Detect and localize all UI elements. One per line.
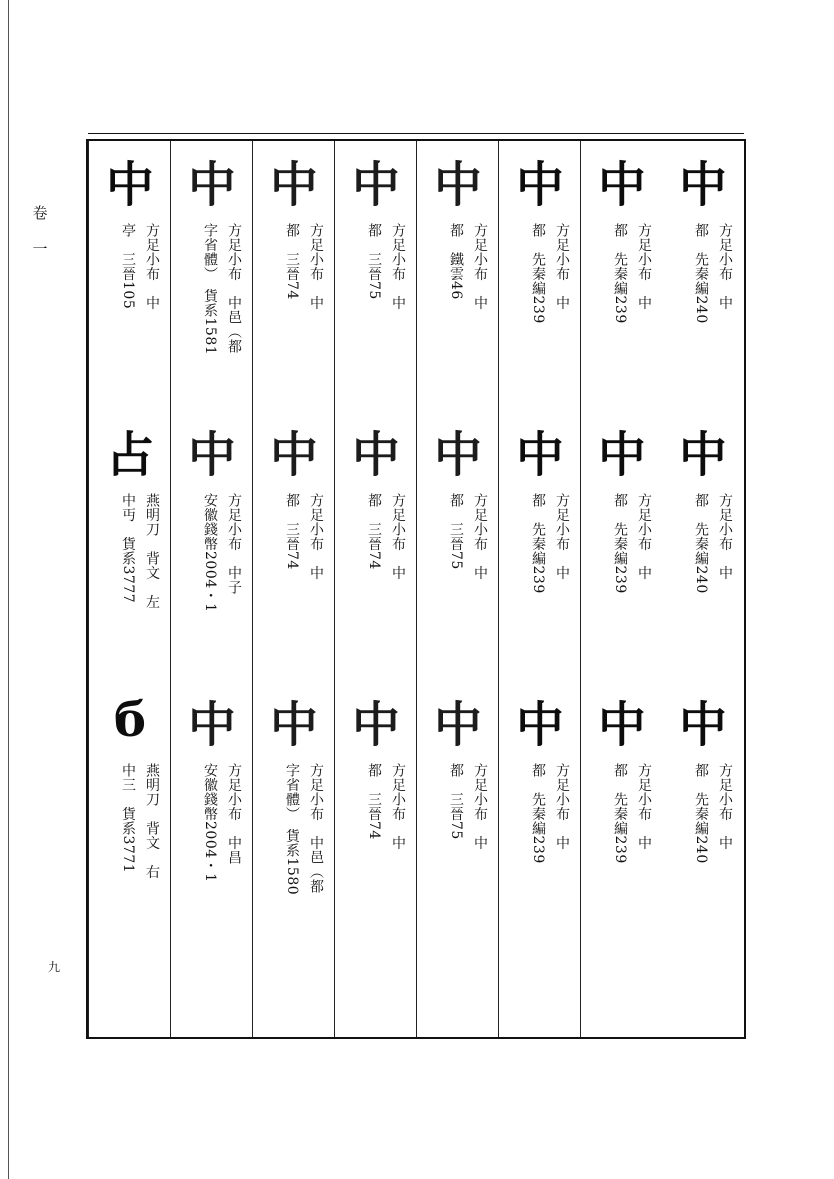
volume-number: 一 bbox=[32, 240, 48, 258]
entry-description: 方足小布 中 bbox=[390, 493, 406, 580]
entry-description: 方足小布 中 bbox=[390, 763, 406, 850]
entry-source: 都 先秦編240 bbox=[693, 223, 709, 324]
glyph-entry bbox=[89, 411, 171, 681]
entry-description: 方足小布 中 bbox=[554, 493, 570, 580]
glyph-entry bbox=[335, 141, 417, 411]
entry-source: 都 先秦編240 bbox=[693, 763, 709, 864]
glyph-rubbing: 中 bbox=[351, 156, 400, 213]
entry-source: 都 三晉74 bbox=[284, 223, 300, 300]
glyph-rubbing: 中 bbox=[187, 156, 236, 213]
entry-source: 都 先秦編239 bbox=[530, 493, 546, 594]
entry-description: 方足小布 中 bbox=[472, 763, 488, 850]
column bbox=[498, 141, 580, 1037]
entry-description: 方足小布 中 bbox=[554, 223, 570, 310]
glyph-entry bbox=[253, 141, 335, 411]
entry-description: 方足小布 中 bbox=[554, 763, 570, 850]
column bbox=[88, 141, 170, 1037]
entry-source: 都 三晉75 bbox=[448, 763, 464, 840]
entry-description: 方足小布 中子 bbox=[226, 493, 242, 595]
entry-source: 都 鐵雲46 bbox=[448, 223, 464, 300]
entry-description: 方足小布 中 bbox=[717, 493, 733, 580]
glyph-rubbing: 占 bbox=[105, 426, 154, 483]
glyph-entry bbox=[417, 681, 499, 951]
entry-source: 都 三晉75 bbox=[448, 493, 464, 570]
glyph-entry bbox=[171, 411, 253, 681]
entry-source: 都 三晉74 bbox=[366, 763, 382, 840]
volume-label: 卷 bbox=[32, 204, 48, 222]
glyph-rubbing: 中 bbox=[597, 426, 646, 483]
glyph-entry bbox=[662, 681, 744, 951]
glyph-rubbing: 中 bbox=[269, 156, 318, 213]
glyph-entry bbox=[581, 141, 663, 411]
entry-source: 字省體） 貨系1581 bbox=[202, 223, 218, 356]
entry-source: 都 三晉74 bbox=[366, 493, 382, 570]
glyph-entry bbox=[89, 681, 171, 951]
entry-description: 方足小布 中 bbox=[472, 493, 488, 580]
glyph-entry bbox=[335, 681, 417, 951]
column bbox=[170, 141, 252, 1037]
glyph-rubbing: 中 bbox=[678, 426, 727, 483]
glyph-entry bbox=[253, 681, 335, 951]
glyph-table-frame bbox=[86, 139, 746, 1039]
glyph-rubbing: 中 bbox=[105, 156, 154, 213]
glyph-entry bbox=[171, 681, 253, 951]
entry-source: 安徽錢幣2004・1 bbox=[202, 763, 218, 883]
entry-source: 都 先秦編240 bbox=[693, 493, 709, 594]
glyph-rubbing: 中 bbox=[515, 156, 564, 213]
page-edge-line bbox=[8, 0, 9, 1179]
entry-description: 方足小布 中 bbox=[308, 493, 324, 580]
glyph-rubbing: 中 bbox=[515, 696, 564, 753]
glyph-rubbing: 中 bbox=[433, 426, 482, 483]
entry-description: 方足小布 中 bbox=[636, 493, 652, 580]
column bbox=[334, 141, 416, 1037]
glyph-entry bbox=[89, 141, 171, 411]
column bbox=[416, 141, 498, 1037]
entry-source: 都 先秦編239 bbox=[612, 493, 628, 594]
glyph-rubbing: 中 bbox=[433, 696, 482, 753]
glyph-rubbing: 中 bbox=[597, 156, 646, 213]
entry-source: 亭 三晉105 bbox=[120, 223, 136, 310]
glyph-entry bbox=[662, 141, 744, 411]
glyph-entry bbox=[417, 141, 499, 411]
column bbox=[662, 141, 744, 1037]
page-number: 九 bbox=[48, 960, 61, 974]
entry-description: 方足小布 中邑（都 bbox=[308, 763, 324, 894]
entry-description: 方足小布 中邑（都 bbox=[226, 223, 242, 354]
glyph-rubbing: 中 bbox=[187, 426, 236, 483]
entry-description: 燕明刀 背文 左 bbox=[144, 493, 160, 609]
entry-description: 方足小布 中 bbox=[717, 223, 733, 310]
entry-description: 燕明刀 背文 右 bbox=[144, 763, 160, 879]
glyph-rubbing: 中 bbox=[269, 696, 318, 753]
entry-description: 方足小布 中 bbox=[636, 223, 652, 310]
glyph-rubbing: 中 bbox=[597, 696, 646, 753]
entry-description: 方足小布 中 bbox=[717, 763, 733, 850]
entry-description: 方足小布 中 bbox=[472, 223, 488, 310]
entry-source: 都 先秦編239 bbox=[612, 223, 628, 324]
entry-source: 都 先秦編239 bbox=[530, 223, 546, 324]
glyph-entry bbox=[499, 141, 581, 411]
glyph-rubbing: 中 bbox=[515, 426, 564, 483]
glyph-entry bbox=[171, 141, 253, 411]
glyph-rubbing: 中 bbox=[351, 696, 400, 753]
glyph-entry bbox=[499, 681, 581, 951]
entry-description: 方足小布 中 bbox=[144, 223, 160, 310]
glyph-entry bbox=[662, 411, 744, 681]
glyph-entry bbox=[335, 411, 417, 681]
entry-description: 方足小布 中 bbox=[308, 223, 324, 310]
entry-description: 方足小布 中 bbox=[636, 763, 652, 850]
glyph-rubbing: 中 bbox=[187, 696, 236, 753]
glyph-entry bbox=[581, 681, 663, 951]
entry-source: 中丏 貨系3777 bbox=[120, 493, 136, 604]
column bbox=[252, 141, 334, 1037]
entry-source: 都 先秦編239 bbox=[530, 763, 546, 864]
column bbox=[580, 141, 662, 1037]
glyph-rubbing: 中 bbox=[433, 156, 482, 213]
glyph-rubbing: 中 bbox=[678, 696, 727, 753]
entry-source: 都 三晉74 bbox=[284, 493, 300, 570]
glyph-rubbing: 中 bbox=[269, 426, 318, 483]
entry-description: 方足小布 中 bbox=[390, 223, 406, 310]
entry-source: 都 三晉75 bbox=[366, 223, 382, 300]
glyph-entry bbox=[499, 411, 581, 681]
glyph-rubbing: б bbox=[113, 692, 146, 748]
entry-description: 方足小布 中昌 bbox=[226, 763, 242, 865]
glyph-entry bbox=[417, 411, 499, 681]
entry-source: 都 先秦編239 bbox=[612, 763, 628, 864]
glyph-rubbing: 中 bbox=[351, 426, 400, 483]
glyph-entry bbox=[581, 411, 663, 681]
entry-source: 字省體） 貨系1580 bbox=[284, 763, 300, 896]
entry-source: 安徽錢幣2004・1 bbox=[202, 493, 218, 613]
glyph-rubbing: 中 bbox=[678, 156, 727, 213]
glyph-entry bbox=[253, 411, 335, 681]
entry-source: 中三 貨系3771 bbox=[120, 763, 136, 874]
